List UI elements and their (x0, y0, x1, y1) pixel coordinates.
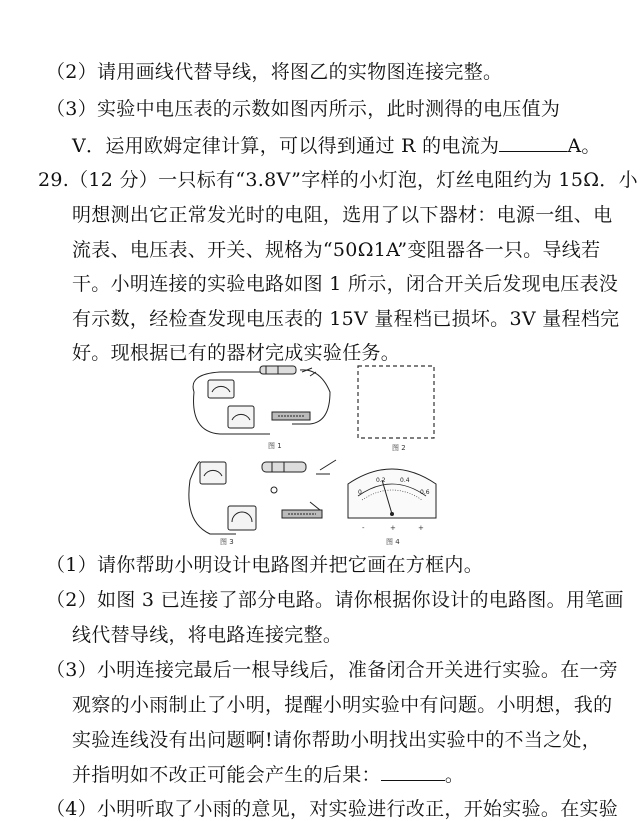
q28-part3-text: V．运用欧姆定律计算，可以得到通过 R 的电流为 (72, 135, 500, 157)
q29-para-line-1: 29.（12 分）一只标有“3.8V”字样的小灯泡，灯丝电阻约为 15Ω．小 (38, 169, 638, 191)
meter-scale-0: 0 (358, 489, 362, 496)
meter-terminal-plus-2: + (418, 524, 424, 532)
figure-2-drawing-box (358, 366, 434, 438)
figure-3-caption: 图 3 (220, 538, 234, 546)
q29-sub4-line1: （4）小明听取了小雨的意见，对实验进行改正，开始实验。在实验 (46, 798, 619, 820)
q28-part3-line1: （3）实验中电压表的示数如图丙所示，此时测得的电压值为 (46, 98, 561, 120)
meter-terminal-plus-1: + (390, 524, 396, 532)
q29-sub3-end: 。 (444, 764, 465, 786)
q29-para-line-5: 有示数，经检查发现电压表的 15V 量程档已损坏。3V 量程档完 (72, 308, 620, 330)
q29-sub3-line2: 观察的小雨制止了小明，提醒小明实验中有问题。小明想，我的 (72, 694, 613, 716)
figure-2-caption: 图 2 (392, 444, 406, 452)
figure-4-caption: 图 4 (386, 538, 400, 546)
answer-blank (499, 133, 567, 152)
q29-sub3-line4 (72, 762, 464, 787)
q28-part3-line2 (72, 133, 601, 158)
q29-para-line-2: 明想测出它正常发光时的电阻，选用了以下器材：电源一组、电 (72, 204, 613, 226)
q29-sub3-line3: 实验连线没有出问题啊!请你帮助小明找出实验中的不当之处， (72, 729, 602, 751)
q29-para-line-4: 干。小明连接的实验电路如图 1 所示，闭合开关后发现电压表没 (72, 273, 619, 295)
figure-3-circuit (189, 460, 336, 534)
q29-sub3-text: 并指明如不改正可能会产生的后果： (72, 764, 381, 786)
q29-sub2-line1: （2）如图 3 已连接了部分电路。请你根据你设计的电路图。用笔画 (46, 589, 624, 611)
meter-terminal-minus: - (362, 524, 365, 532)
figure-1-circuit (193, 366, 330, 434)
circuit-figures (180, 362, 450, 548)
answer-blank (381, 762, 445, 781)
q29-sub3-line1: （3）小明连接完最后一根导线后，准备闭合开关进行实验。在一旁 (46, 659, 619, 681)
q29-para-line-6: 好。现根据已有的器材完成实验任务。 (72, 342, 401, 364)
q29-para-line-3: 流表、电压表、开关、规格为“50Ω1A”变阻器各一只。导线若 (72, 239, 601, 261)
q28-part2: （2）请用画线代替导线，将图乙的实物图连接完整。 (46, 61, 503, 83)
meter-scale-1: 0.2 (376, 477, 386, 484)
q28-part3-unit: A。 (567, 135, 601, 157)
q29-sub2-line2: 线代替导线，将电路连接完整。 (72, 624, 343, 646)
meter-scale-2: 0.4 (400, 477, 410, 484)
figure-1-caption: 图 1 (268, 442, 282, 450)
q29-sub1: （1）请你帮助小明设计电路图并把它画在方框内。 (46, 554, 483, 576)
meter-scale-3: 0.6 (420, 489, 430, 496)
